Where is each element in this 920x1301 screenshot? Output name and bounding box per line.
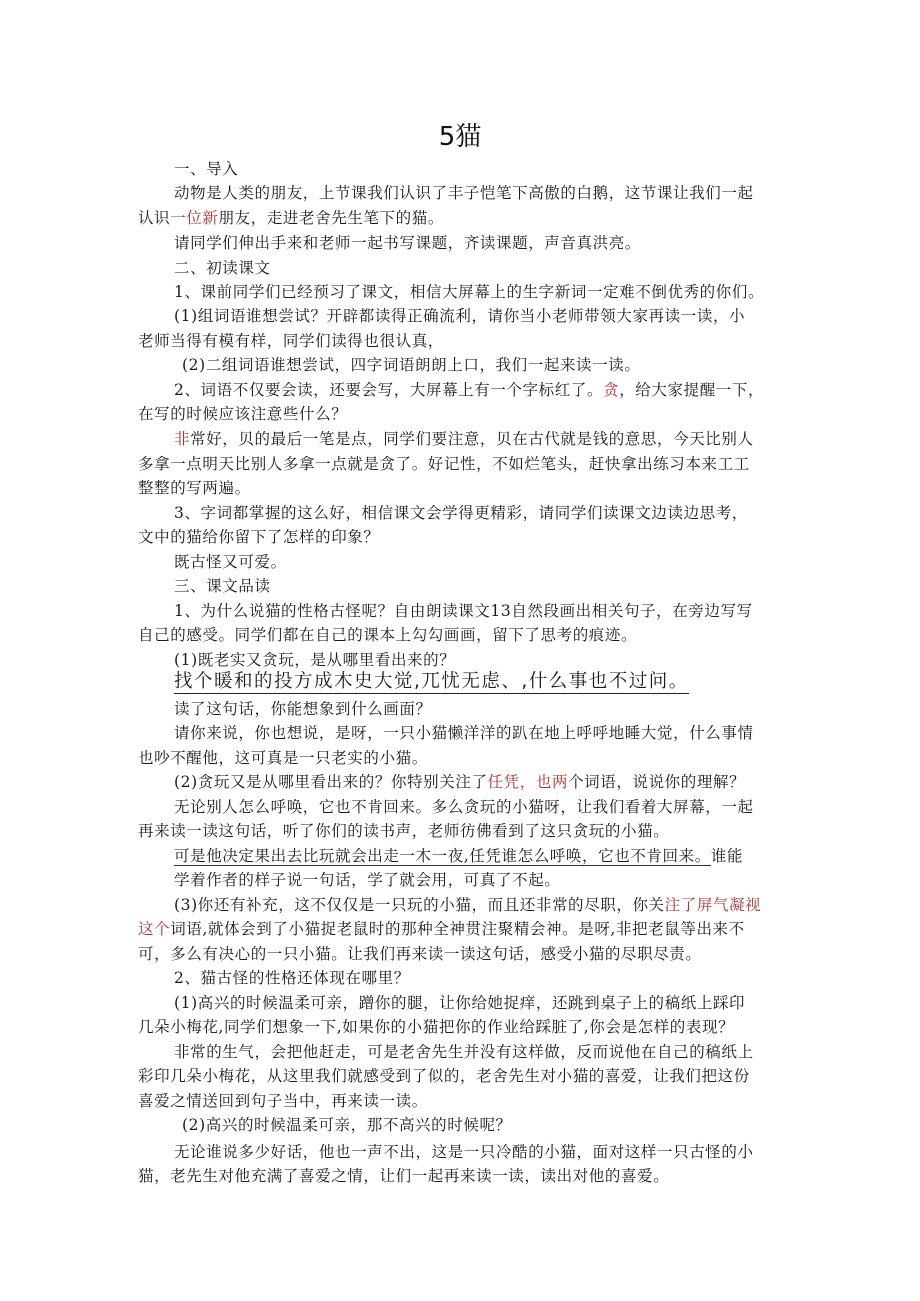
paragraph-line: (2)高兴的时候温柔可亲，那不高兴的时候呢？ — [182, 1116, 512, 1134]
paragraph-line: 也吵不醒他，这可真是一只老实的小猫。 — [138, 749, 428, 767]
paragraph-line — [174, 380, 764, 400]
highlighted-text: 注了屏气凝视 — [664, 896, 762, 914]
paragraph-line: (1)组词语谁想尝试？开辟都读得正确流利，请你当小老师带领大家再读一读，小 — [174, 307, 746, 325]
paragraph-line: 1、课前同学们已经预习了课文，相信大屏幕上的生字新词一定难不倒优秀的你们。 — [174, 283, 765, 301]
paragraph-line: 请你来说，你也想说，是呀，一只小猫懒洋洋的趴在地上呼呼地睡大觉，什么事情 — [174, 724, 754, 742]
paragraph-line: 文中的猫给你留下了怎样的印象？ — [138, 528, 380, 546]
text-span: 2、词语不仅要会读，还要会写，大屏幕上有一个字标红了。 — [174, 381, 604, 399]
paragraph-line: 可，多么有决心的一只小猫。让我们再来读一读这句话，感受小猫的尽职尽责。 — [138, 945, 702, 963]
highlighted-text: 一位新 — [170, 209, 219, 227]
paragraph-line: 既古怪又可爱。 — [174, 553, 287, 571]
paragraph-line: 再来读一读这句话，听了你们的读书声，老师彷佛看到了这只贪玩的小猫。 — [138, 822, 670, 840]
text-span: 词语,就体会到了小猫捉老鼠时的那种全神贯注聚精会神。是呀,非把老鼠等出来不 — [170, 920, 745, 938]
paragraph-line: 读了这句话，你能想象到什么画面？ — [174, 700, 432, 718]
paragraph-line: 在写的时候应该注意些什么？ — [138, 405, 348, 423]
paragraph-line: 2、猫古怪的性格还体现在哪里？ — [174, 969, 410, 987]
paragraph-line: 无论别人怎么呼唤，它也不肯回来。多么贪玩的小猫呀，让我们看着大屏幕，一起 — [174, 798, 754, 816]
section-heading-first-reading: 二、初读课文 — [174, 259, 271, 277]
text-span: (3)你还有补充，这不仅仅是一只玩的小猫，而且还非常的尽职，你关 — [174, 896, 665, 914]
highlighted-text: 任凭，也两 — [487, 773, 569, 791]
page-title: 5猫 — [438, 122, 482, 152]
section-heading-text-analysis: 三、课文品读 — [174, 577, 271, 595]
paragraph-line — [174, 772, 745, 792]
paragraph-line: 彩印几朵小梅花，从这里我们就感受到了似的，老舍先生对小猫的喜爱，让我们把这份 — [138, 1067, 750, 1085]
paragraph-line — [138, 208, 444, 228]
paragraph-line: 无论谁说多少好话，他也一声不出，这是一只冷酷的小猫，面对这样一只古怪的小 — [174, 1143, 754, 1161]
underlined-quote: 找个暖和的投方成木史大觉,兀忧无虑、,什么事也不过问。 — [174, 671, 689, 692]
paragraph-line: 非常的生气，会把他赶走，可是老舍先生并没有这样做，反而说他在自己的稿纸上 — [174, 1043, 754, 1061]
paragraph-line: 学着作者的样子说一句话，学了就会用，可真了不起。 — [174, 871, 561, 889]
section-heading-intro: 一、导入 — [174, 160, 239, 178]
paragraph-line — [174, 429, 754, 449]
paragraph-line: 1、为什么说猫的性格古怪呢？自由朗读课文13自然段画出相关句子，在旁边写写 — [174, 602, 753, 620]
paragraph-line: 猫，老先生对他充满了喜爱之情，让们一起再来读一读，读出对他的喜爱。 — [138, 1167, 670, 1185]
text-span: ，给大家提醒一下， — [619, 381, 765, 399]
paragraph-line: 老师当得有模有样，同学们读得也很认真， — [138, 332, 444, 350]
highlighted-text: 贪 — [603, 381, 620, 399]
text-span: (2)贪玩又是从哪里看出来的？你特别关注了 — [174, 773, 488, 791]
paragraph-line: 整整的写两遍。 — [138, 479, 251, 497]
quoted-sentence — [174, 672, 689, 692]
paragraph-line — [174, 895, 761, 915]
paragraph-line: 自己的感受。同学们都在自己的课本上勾勾画画，留下了思考的痕迹。 — [138, 626, 638, 644]
text-span: 常好，贝的最后一笔是点，同学们要注意，贝在古代就是钱的意思，今天比别人 — [190, 430, 754, 448]
paragraph-line: 3、字词都掌握的这么好，相信课文会学得更精彩，请同学们读课文边读边思考， — [174, 504, 748, 522]
paragraph-line: (1)高兴的时候温柔可亲，蹭你的腿，让你给她捉痒，还跳到桌子上的稿纸上踩印 — [174, 994, 746, 1012]
text-span: 谁能 — [710, 847, 744, 865]
highlighted-text: 这个 — [138, 920, 171, 938]
paragraph-line: 请同学们伸出手来和老师一起书写课题，齐读课题，声音真洪亮。 — [174, 234, 641, 252]
text-span: 个词语，说说你的理解？ — [568, 773, 746, 791]
text-span: 认识 — [138, 209, 171, 227]
paragraph-line — [138, 919, 745, 939]
underlined-quote: 可是他决定果出去比玩就会出走一木一夜,任凭谁怎么呼唤，它也不肯回来。 — [174, 847, 711, 865]
paragraph-line: (1)既老实又贪玩，是从哪里看出来的？ — [174, 651, 456, 669]
paragraph-line: 多拿一点明天比别人多拿一点就是贪了。好记性，不如烂笔头，赶快拿出练习本来工工 — [138, 455, 750, 473]
paragraph-line — [174, 846, 743, 866]
highlighted-text: 非 — [174, 430, 191, 448]
paragraph-line: 喜爱之情送回到句子当中，再来读一读。 — [138, 1092, 428, 1110]
paragraph-line: 几朵小梅花,同学们想象一下,如果你的小猫把你的作业给踩脏了,你会是怎样的表现？ — [138, 1018, 735, 1036]
text-span: 朋友，走进老舍先生笔下的猫。 — [218, 209, 444, 227]
paragraph-line: 动物是人类的朋友，上节课我们认识了丰子恺笔下高傲的白鹅，这节课让我们一起 — [174, 184, 754, 202]
paragraph-line: (2)二组词语谁想尝试，四字词语朗朗上口，我们一起来读一读。 — [182, 356, 641, 374]
